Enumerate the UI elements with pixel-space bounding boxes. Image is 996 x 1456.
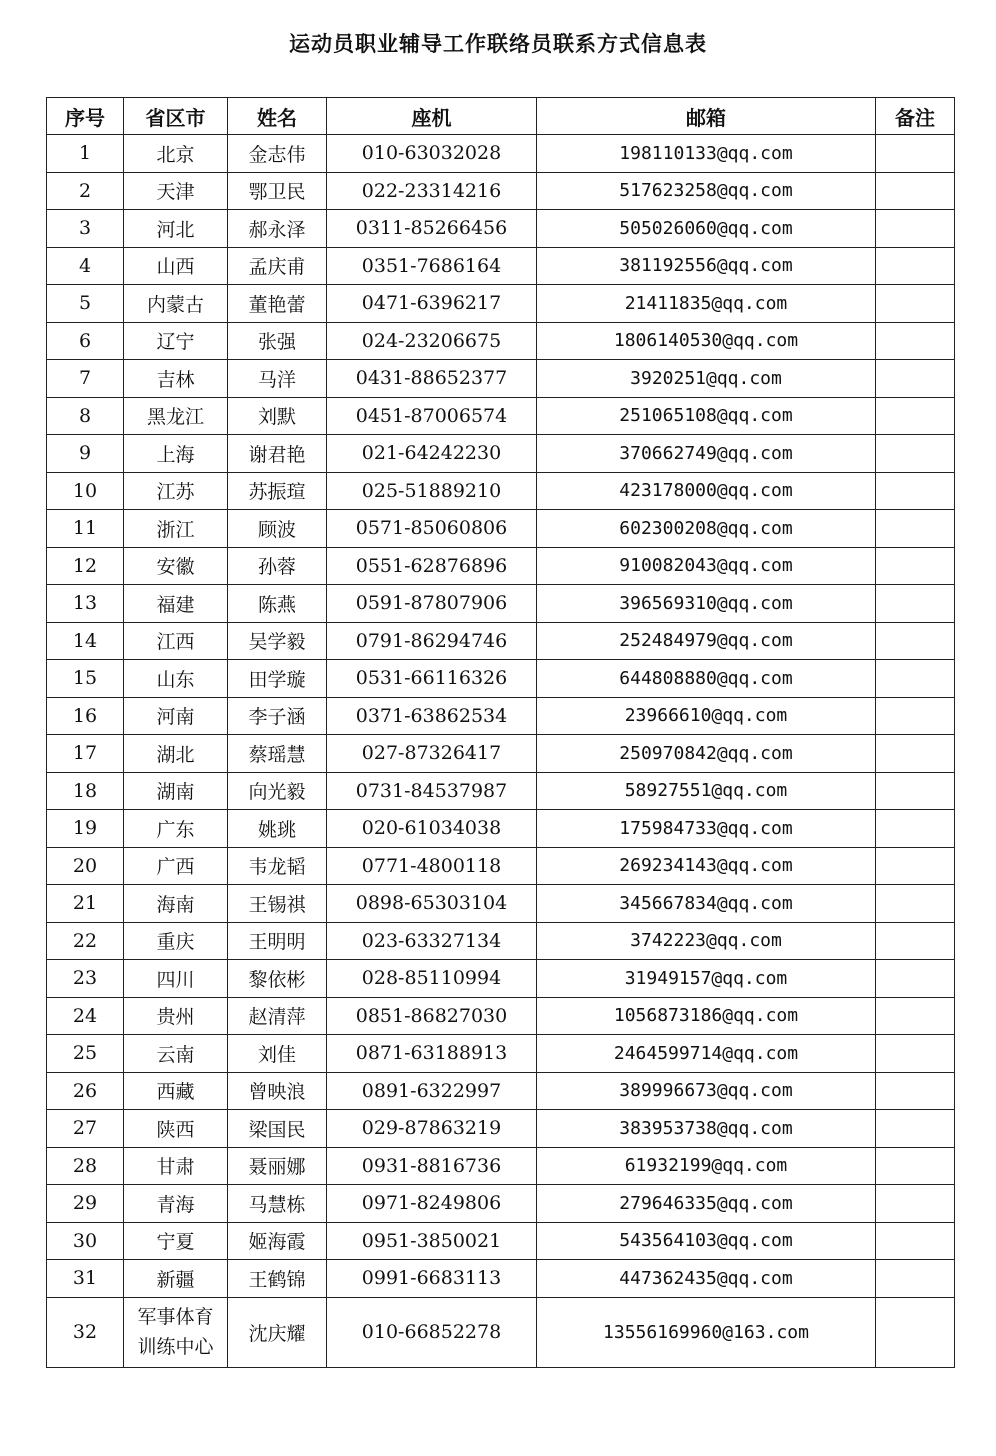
email-cell: 61932199@qq.com [537,1147,876,1185]
contact-name-cell: 苏振瑄 [228,472,327,510]
contact-name-cell: 王鹤锦 [228,1260,327,1298]
row-number: 15 [47,660,124,698]
row-number: 12 [47,547,124,585]
contact-name-cell: 马洋 [228,360,327,398]
province-cell: 内蒙古 [124,285,228,323]
contact-name-cell: 韦龙韬 [228,847,327,885]
phone-cell: 0951-3850021 [327,1222,537,1260]
contact-name-cell: 谢君艳 [228,435,327,473]
table-row [47,1072,955,1110]
header-no: 序号 [47,98,124,135]
province-cell: 山东 [124,660,228,698]
email-cell: 381192556@qq.com [537,247,876,285]
province-cell: 海南 [124,885,228,923]
province-cell: 军事体育 训练中心 [124,1297,228,1367]
contact-name-cell: 李子涵 [228,697,327,735]
province-cell: 广西 [124,847,228,885]
contact-name-cell: 田学璇 [228,660,327,698]
email-cell: 543564103@qq.com [537,1222,876,1260]
note-cell [876,360,955,398]
contact-name-cell: 王锡祺 [228,885,327,923]
contact-name-cell: 聂丽娜 [228,1147,327,1185]
email-cell: 644808880@qq.com [537,660,876,698]
table-row [47,135,955,173]
table-row [47,697,955,735]
table-row [47,397,955,435]
phone-cell: 0471-6396217 [327,285,537,323]
phone-cell: 0591-87807906 [327,585,537,623]
contact-name-cell: 沈庆耀 [228,1297,327,1367]
row-number: 26 [47,1072,124,1110]
contact-name-cell: 蔡瑶慧 [228,735,327,773]
row-number: 4 [47,247,124,285]
contact-name-cell: 顾波 [228,510,327,548]
email-cell: 21411835@qq.com [537,285,876,323]
province-cell: 湖北 [124,735,228,773]
email-cell: 3742223@qq.com [537,922,876,960]
province-cell: 新疆 [124,1260,228,1298]
contact-table [46,97,955,1368]
note-cell [876,585,955,623]
note-cell [876,247,955,285]
email-cell: 198110133@qq.com [537,135,876,173]
row-number: 10 [47,472,124,510]
email-cell: 910082043@qq.com [537,547,876,585]
note-cell [876,922,955,960]
table-row [47,660,955,698]
row-number: 21 [47,885,124,923]
row-number: 20 [47,847,124,885]
phone-cell: 0971-8249806 [327,1185,537,1223]
phone-cell: 0791-86294746 [327,622,537,660]
phone-cell: 0731-84537987 [327,772,537,810]
contact-name-cell: 张强 [228,322,327,360]
contact-name-cell: 刘默 [228,397,327,435]
contact-name-cell: 曾映浪 [228,1072,327,1110]
contact-name-cell: 赵清萍 [228,997,327,1035]
contact-name-cell: 姚珧 [228,810,327,848]
email-cell: 1056873186@qq.com [537,997,876,1035]
phone-cell: 0351-7686164 [327,247,537,285]
phone-cell: 020-61034038 [327,810,537,848]
note-cell [876,885,955,923]
note-cell [876,810,955,848]
note-cell [876,547,955,585]
email-cell: 250970842@qq.com [537,735,876,773]
row-number: 29 [47,1185,124,1223]
row-number: 25 [47,1035,124,1073]
province-cell: 天津 [124,172,228,210]
table-row [47,1260,955,1298]
email-cell: 251065108@qq.com [537,397,876,435]
email-cell: 370662749@qq.com [537,435,876,473]
province-cell: 黑龙江 [124,397,228,435]
email-cell: 252484979@qq.com [537,622,876,660]
table-row [47,285,955,323]
row-number: 30 [47,1222,124,1260]
note-cell [876,397,955,435]
province-cell: 云南 [124,1035,228,1073]
note-cell [876,997,955,1035]
contact-name-cell: 梁国民 [228,1110,327,1148]
note-cell [876,735,955,773]
province-cell: 青海 [124,1185,228,1223]
note-cell [876,1297,955,1367]
contact-name-cell: 鄂卫民 [228,172,327,210]
province-cell: 重庆 [124,922,228,960]
note-cell [876,1072,955,1110]
table-body [47,135,955,1368]
row-number: 9 [47,435,124,473]
table-row [47,360,955,398]
email-cell: 517623258@qq.com [537,172,876,210]
note-cell [876,1110,955,1148]
table-row [47,772,955,810]
contact-name-cell: 孟庆甫 [228,247,327,285]
phone-cell: 021-64242230 [327,435,537,473]
row-number: 17 [47,735,124,773]
province-cell: 四川 [124,960,228,998]
table-row [47,1147,955,1185]
province-cell: 上海 [124,435,228,473]
contact-name-cell: 孙蓉 [228,547,327,585]
row-number: 7 [47,360,124,398]
row-number: 14 [47,622,124,660]
email-cell: 383953738@qq.com [537,1110,876,1148]
phone-cell: 0531-66116326 [327,660,537,698]
note-cell [876,1222,955,1260]
row-number: 8 [47,397,124,435]
email-cell: 345667834@qq.com [537,885,876,923]
row-number: 22 [47,922,124,960]
table-row [47,922,955,960]
note-cell [876,697,955,735]
phone-cell: 027-87326417 [327,735,537,773]
row-number: 13 [47,585,124,623]
contact-name-cell: 姬海霞 [228,1222,327,1260]
phone-cell: 0851-86827030 [327,997,537,1035]
table-row [47,247,955,285]
note-cell [876,772,955,810]
row-number: 19 [47,810,124,848]
email-cell: 423178000@qq.com [537,472,876,510]
note-cell [876,1147,955,1185]
table-row [47,622,955,660]
header-province: 省区市 [124,98,228,135]
contact-name-cell: 陈燕 [228,585,327,623]
table-row [47,1222,955,1260]
note-cell [876,172,955,210]
note-cell [876,510,955,548]
email-cell: 279646335@qq.com [537,1185,876,1223]
row-number: 27 [47,1110,124,1148]
contact-name-cell: 吴学毅 [228,622,327,660]
table-row [47,210,955,248]
document-title: 运动员职业辅导工作联络员联系方式信息表 [289,32,707,56]
contact-name-cell: 董艳蕾 [228,285,327,323]
phone-cell: 010-66852278 [327,1297,537,1367]
row-number: 5 [47,285,124,323]
province-cell: 河北 [124,210,228,248]
table-row [47,1035,955,1073]
table-row [47,510,955,548]
province-cell: 福建 [124,585,228,623]
row-number: 16 [47,697,124,735]
note-cell [876,960,955,998]
phone-cell: 0431-88652377 [327,360,537,398]
email-cell: 2464599714@qq.com [537,1035,876,1073]
contact-name-cell: 马慧栋 [228,1185,327,1223]
contact-name-cell: 王明明 [228,922,327,960]
note-cell [876,847,955,885]
email-cell: 505026060@qq.com [537,210,876,248]
phone-cell: 025-51889210 [327,472,537,510]
header-note: 备注 [876,98,955,135]
table-row [47,472,955,510]
table-row [47,435,955,473]
row-number: 3 [47,210,124,248]
note-cell [876,622,955,660]
row-number: 32 [47,1297,124,1367]
note-cell [876,285,955,323]
province-cell: 湖南 [124,772,228,810]
phone-cell: 0871-63188913 [327,1035,537,1073]
table-row [47,960,955,998]
table-row [47,997,955,1035]
contact-name-cell: 金志伟 [228,135,327,173]
phone-cell: 0931-8816736 [327,1147,537,1185]
table-row [47,885,955,923]
phone-cell: 0451-87006574 [327,397,537,435]
row-number: 23 [47,960,124,998]
note-cell [876,322,955,360]
province-cell: 浙江 [124,510,228,548]
note-cell [876,210,955,248]
phone-cell: 022-23314216 [327,172,537,210]
note-cell [876,472,955,510]
email-cell: 269234143@qq.com [537,847,876,885]
province-cell: 广东 [124,810,228,848]
note-cell [876,135,955,173]
table-row [47,810,955,848]
table-row [47,847,955,885]
table-header-row [47,98,955,135]
province-cell: 河南 [124,697,228,735]
phone-cell: 0571-85060806 [327,510,537,548]
phone-cell: 0891-6322997 [327,1072,537,1110]
table-row [47,322,955,360]
province-cell: 江西 [124,622,228,660]
email-cell: 31949157@qq.com [537,960,876,998]
phone-cell: 024-23206675 [327,322,537,360]
phone-cell: 029-87863219 [327,1110,537,1148]
row-number: 1 [47,135,124,173]
province-cell: 贵州 [124,997,228,1035]
row-number: 2 [47,172,124,210]
province-cell: 宁夏 [124,1222,228,1260]
table-row [47,1297,955,1367]
phone-cell: 0991-6683113 [327,1260,537,1298]
province-cell: 北京 [124,135,228,173]
province-cell: 吉林 [124,360,228,398]
table-row [47,1185,955,1223]
note-cell [876,435,955,473]
note-cell [876,1185,955,1223]
email-cell: 3920251@qq.com [537,360,876,398]
province-cell: 陕西 [124,1110,228,1148]
phone-cell: 0551-62876896 [327,547,537,585]
province-cell: 西藏 [124,1072,228,1110]
email-cell: 13556169960@163.com [537,1297,876,1367]
email-cell: 1806140530@qq.com [537,322,876,360]
table-row [47,547,955,585]
row-number: 24 [47,997,124,1035]
phone-cell: 023-63327134 [327,922,537,960]
table-row [47,735,955,773]
province-cell: 山西 [124,247,228,285]
email-cell: 389996673@qq.com [537,1072,876,1110]
note-cell [876,1260,955,1298]
row-number: 28 [47,1147,124,1185]
note-cell [876,660,955,698]
phone-cell: 0898-65303104 [327,885,537,923]
phone-cell: 0371-63862534 [327,697,537,735]
contact-name-cell: 郝永泽 [228,210,327,248]
phone-cell: 0771-4800118 [327,847,537,885]
note-cell [876,1035,955,1073]
email-cell: 602300208@qq.com [537,510,876,548]
province-cell: 安徽 [124,547,228,585]
row-number: 11 [47,510,124,548]
contact-name-cell: 刘佳 [228,1035,327,1073]
email-cell: 175984733@qq.com [537,810,876,848]
header-email: 邮箱 [537,98,876,135]
email-cell: 396569310@qq.com [537,585,876,623]
email-cell: 447362435@qq.com [537,1260,876,1298]
email-cell: 58927551@qq.com [537,772,876,810]
table-row [47,172,955,210]
table-row [47,585,955,623]
header-phone: 座机 [327,98,537,135]
phone-cell: 010-63032028 [327,135,537,173]
row-number: 6 [47,322,124,360]
header-name: 姓名 [228,98,327,135]
email-cell: 23966610@qq.com [537,697,876,735]
province-cell: 甘肃 [124,1147,228,1185]
row-number: 18 [47,772,124,810]
row-number: 31 [47,1260,124,1298]
contact-name-cell: 黎依彬 [228,960,327,998]
province-cell: 辽宁 [124,322,228,360]
phone-cell: 0311-85266456 [327,210,537,248]
table-row [47,1110,955,1148]
phone-cell: 028-85110994 [327,960,537,998]
province-cell: 江苏 [124,472,228,510]
contact-name-cell: 向光毅 [228,772,327,810]
